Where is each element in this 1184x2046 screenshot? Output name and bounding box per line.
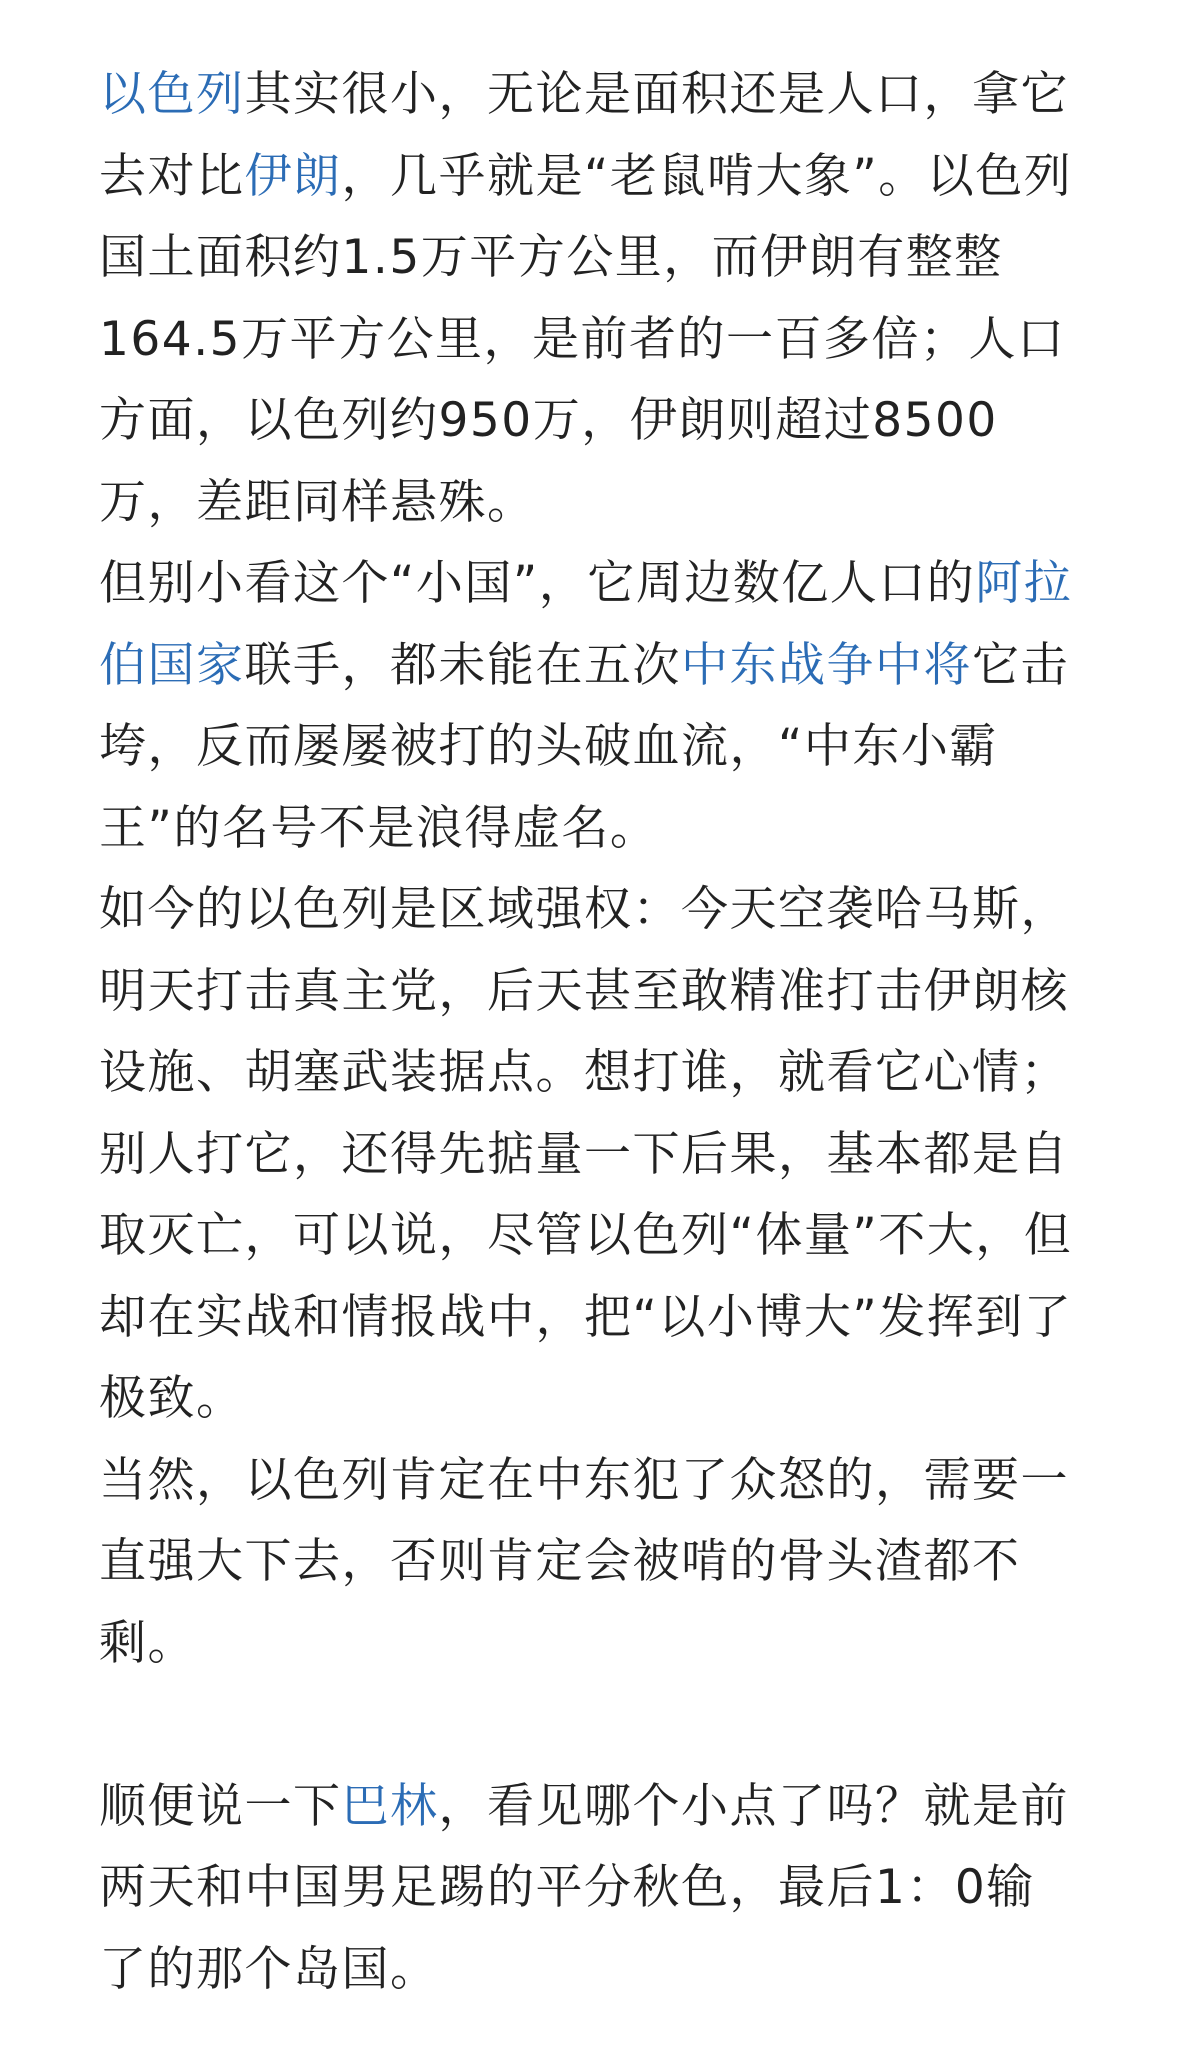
paragraph-text: ，看见哪个小点了吗？就是前两天和中国男足踢的平分秋色，最后1：0输了的那个岛国。 [99, 1778, 1069, 1997]
article-body [99, 54, 1079, 2010]
paragraph [99, 54, 1079, 543]
paragraph [99, 869, 1079, 1440]
paragraph-text: 如今的以色列是区域强权：今天空袭哈马斯，明天打击真主党，后天甚至敢精准打击伊朗核设施、胡塞武装据点。想打谁，就看它心情；别人打它，还得先掂量一下后果，基本都是自取灭亡，可以说，尽管以色列“体量”不大，但却在实战和情报战中，把“以小博大”发挥到了极致。 [99, 882, 1073, 1426]
paragraph-text: 当然，以色列肯定在中东犯了众怒的，需要一直强大下去，否则肯定会被啃的骨头渣都不剩。 [99, 1452, 1069, 1671]
paragraph-text: 顺便说一下 [99, 1778, 342, 1834]
link-israel[interactable]: 以色列 [99, 67, 245, 122]
paragraph [99, 1440, 1079, 1685]
link-arab-countries[interactable]: 阿拉伯国家 [99, 556, 1073, 693]
paragraph-text: 但别小看这个“小国”，它周边数亿人口的 [99, 556, 976, 611]
link-bahrain[interactable]: 巴林 [341, 1778, 439, 1834]
paragraph [99, 1766, 1079, 2011]
paragraph-text: ，几乎就是“老鼠啃大象”。以色列国土面积约1.5万平方公里，而伊朗有整整164.5万平方公里，是前者的一百多倍；人口方面，以色列约950万，伊朗则超过8500万，差距同样悬殊。 [99, 148, 1073, 530]
paragraph-text: 它击垮，反而屡屡被打的头破血流，“中东小霸王”的名号不是浪得虚名。 [99, 637, 1069, 856]
link-middle-east-wars[interactable]: 中东战争中将 [681, 637, 972, 693]
paragraph-text: 联手，都未能在五次 [244, 637, 681, 693]
paragraph [99, 543, 1079, 869]
link-iran[interactable]: 伊朗 [244, 148, 342, 204]
paragraph-text: 其实很小，无论是面积还是人口，拿它去对比 [99, 67, 1069, 204]
